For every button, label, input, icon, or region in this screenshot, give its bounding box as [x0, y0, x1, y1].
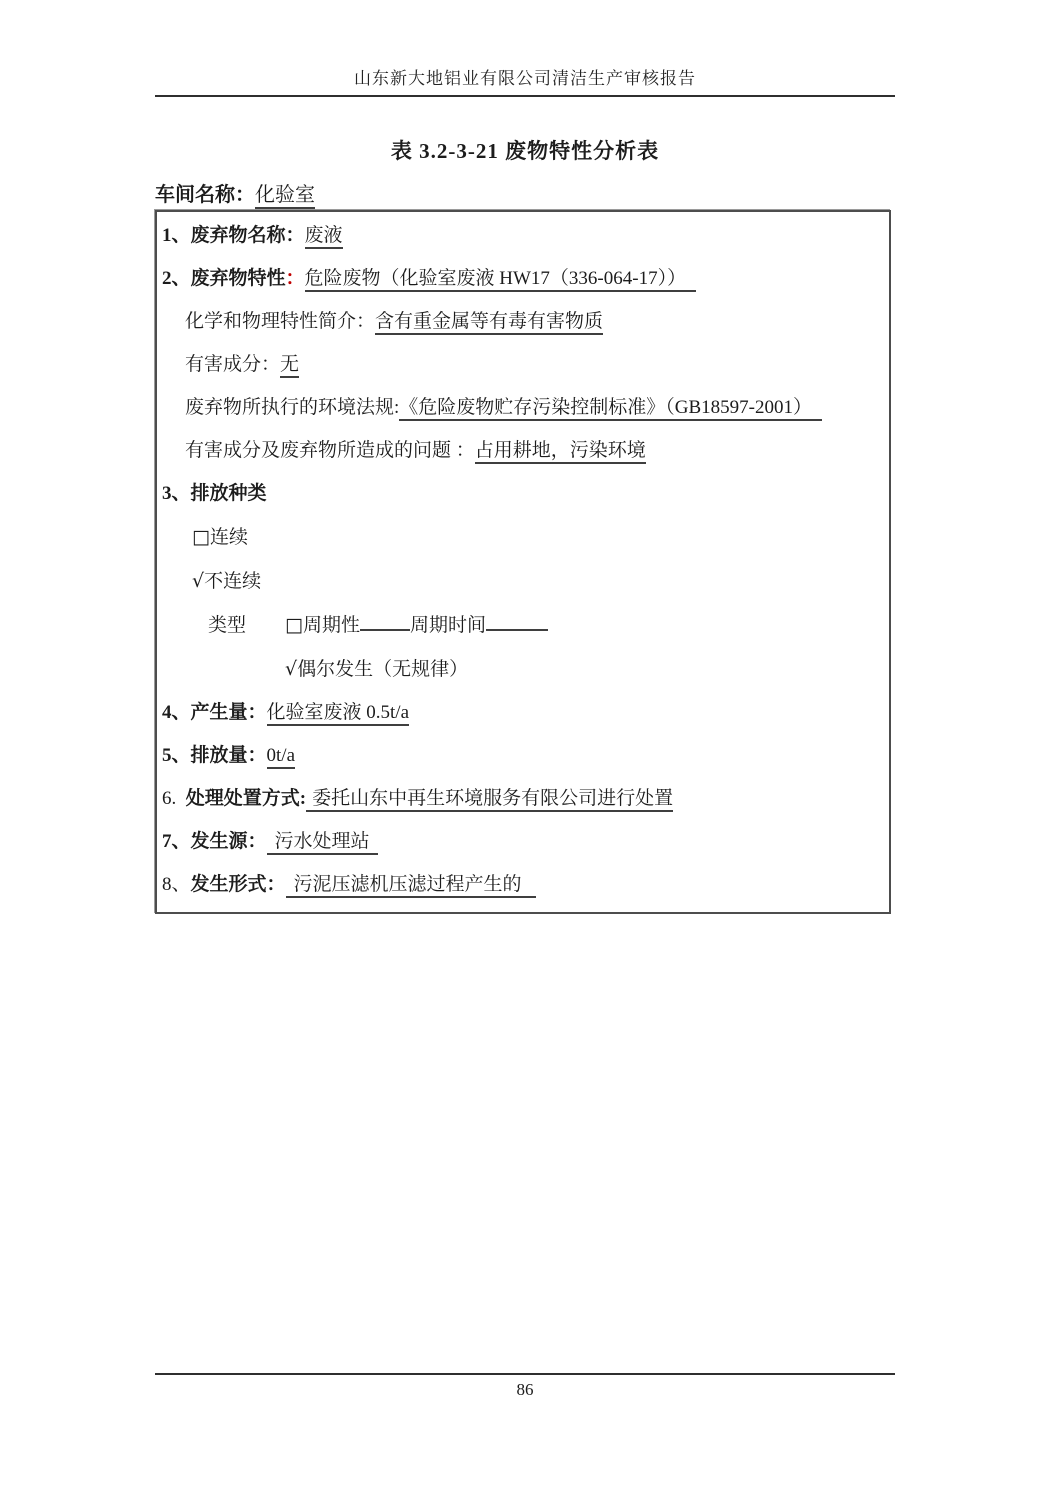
- footer-divider: [155, 1373, 895, 1375]
- continuous-option-label: 连续: [209, 527, 248, 548]
- discontinuous-option-row: [162, 567, 881, 596]
- checkbox-unchecked-icon: □: [192, 526, 210, 548]
- waste-name-label: 1、废弃物名称：: [162, 225, 305, 246]
- generation-source-row: [162, 828, 881, 856]
- waste-property-value: 危险废物（化验室废液 HW17（336-064-17））: [305, 268, 697, 292]
- workshop-name-line: [155, 178, 895, 207]
- chem-phys-label: 化学和物理特性简介：: [185, 311, 376, 332]
- discharge-amount-value: 0t/a: [267, 745, 296, 769]
- chem-phys-row: [162, 308, 881, 336]
- waste-characteristics-table: [155, 210, 891, 914]
- regulation-value: 《危险废物贮存污染控制标准》（GB18597-2001）: [399, 397, 822, 421]
- page-number: 86: [516, 1380, 534, 1399]
- discontinuous-option-label: 不连续: [204, 571, 262, 592]
- emission-type-heading: 3、排放种类: [162, 483, 267, 504]
- waste-property-colon: ：: [285, 268, 305, 289]
- waste-property-label: 2、废弃物特性: [162, 268, 286, 289]
- checkmark-icon: √: [192, 570, 205, 592]
- workshop-value: 化验室: [255, 184, 315, 209]
- caused-problem-row: [162, 437, 881, 465]
- generation-form-value: 污泥压滤机压滤过程产生的: [286, 874, 536, 898]
- chem-phys-value: 含有重金属等有毒有害物质: [375, 311, 603, 335]
- occasional-option-label: 偶尔发生（无规律）: [297, 659, 469, 680]
- discharge-amount-label: 5、排放量：: [162, 745, 267, 766]
- waste-property-row: [162, 265, 881, 293]
- checkmark-icon: √: [285, 658, 298, 680]
- periodic-option-label: 周期性: [302, 615, 360, 636]
- type-label: 类型: [208, 615, 247, 636]
- generation-form-number: 8、: [162, 874, 191, 895]
- workshop-label: 车间名称：: [155, 184, 255, 206]
- waste-name-value: 废液: [305, 225, 343, 249]
- generation-amount-value: 化验室废液 0.5t/a: [267, 702, 410, 726]
- disposal-method-value: 委托山东中再生环境服务有限公司进行处置: [306, 788, 673, 812]
- disposal-method-row: [162, 785, 881, 813]
- occasional-option-row: [162, 655, 881, 684]
- regulation-label: 废弃物所执行的环境法规:: [185, 397, 400, 418]
- regulation-row: [162, 394, 881, 422]
- harmful-components-row: [162, 351, 881, 379]
- blank-underline: [486, 613, 548, 631]
- page-header-title: 山东新大地铝业有限公司清洁生产审核报告: [354, 69, 696, 88]
- harmful-components-label: 有害成分：: [185, 354, 281, 375]
- generation-amount-label: 4、产生量：: [162, 702, 267, 723]
- continuous-option-row: [162, 523, 881, 552]
- caused-problem-value: 占用耕地，污染环境: [475, 440, 646, 464]
- disposal-method-number: 6.: [162, 788, 177, 809]
- generation-source-value: 污水处理站: [267, 831, 378, 855]
- generation-form-label: 发生形式：: [190, 874, 286, 895]
- waste-name-row: [162, 222, 881, 250]
- disposal-method-label: 处理处置方式:: [185, 788, 307, 809]
- blank-underline: [360, 613, 410, 631]
- checkbox-unchecked-icon: □: [285, 614, 303, 636]
- type-row: [162, 611, 881, 640]
- generation-amount-row: [162, 699, 881, 727]
- period-time-label: 周期时间: [409, 615, 486, 636]
- emission-type-heading-row: [162, 480, 881, 508]
- header-divider: [155, 95, 895, 97]
- table-title: 表 3.2-3-21 废物特性分析表: [390, 139, 660, 163]
- harmful-components-value: 无: [280, 354, 299, 378]
- generation-source-label: 7、发生源：: [162, 831, 267, 852]
- caused-problem-label: 有害成分及废弃物所造成的问题 ：: [185, 440, 475, 461]
- generation-form-row: [162, 871, 881, 899]
- discharge-amount-row: [162, 742, 881, 770]
